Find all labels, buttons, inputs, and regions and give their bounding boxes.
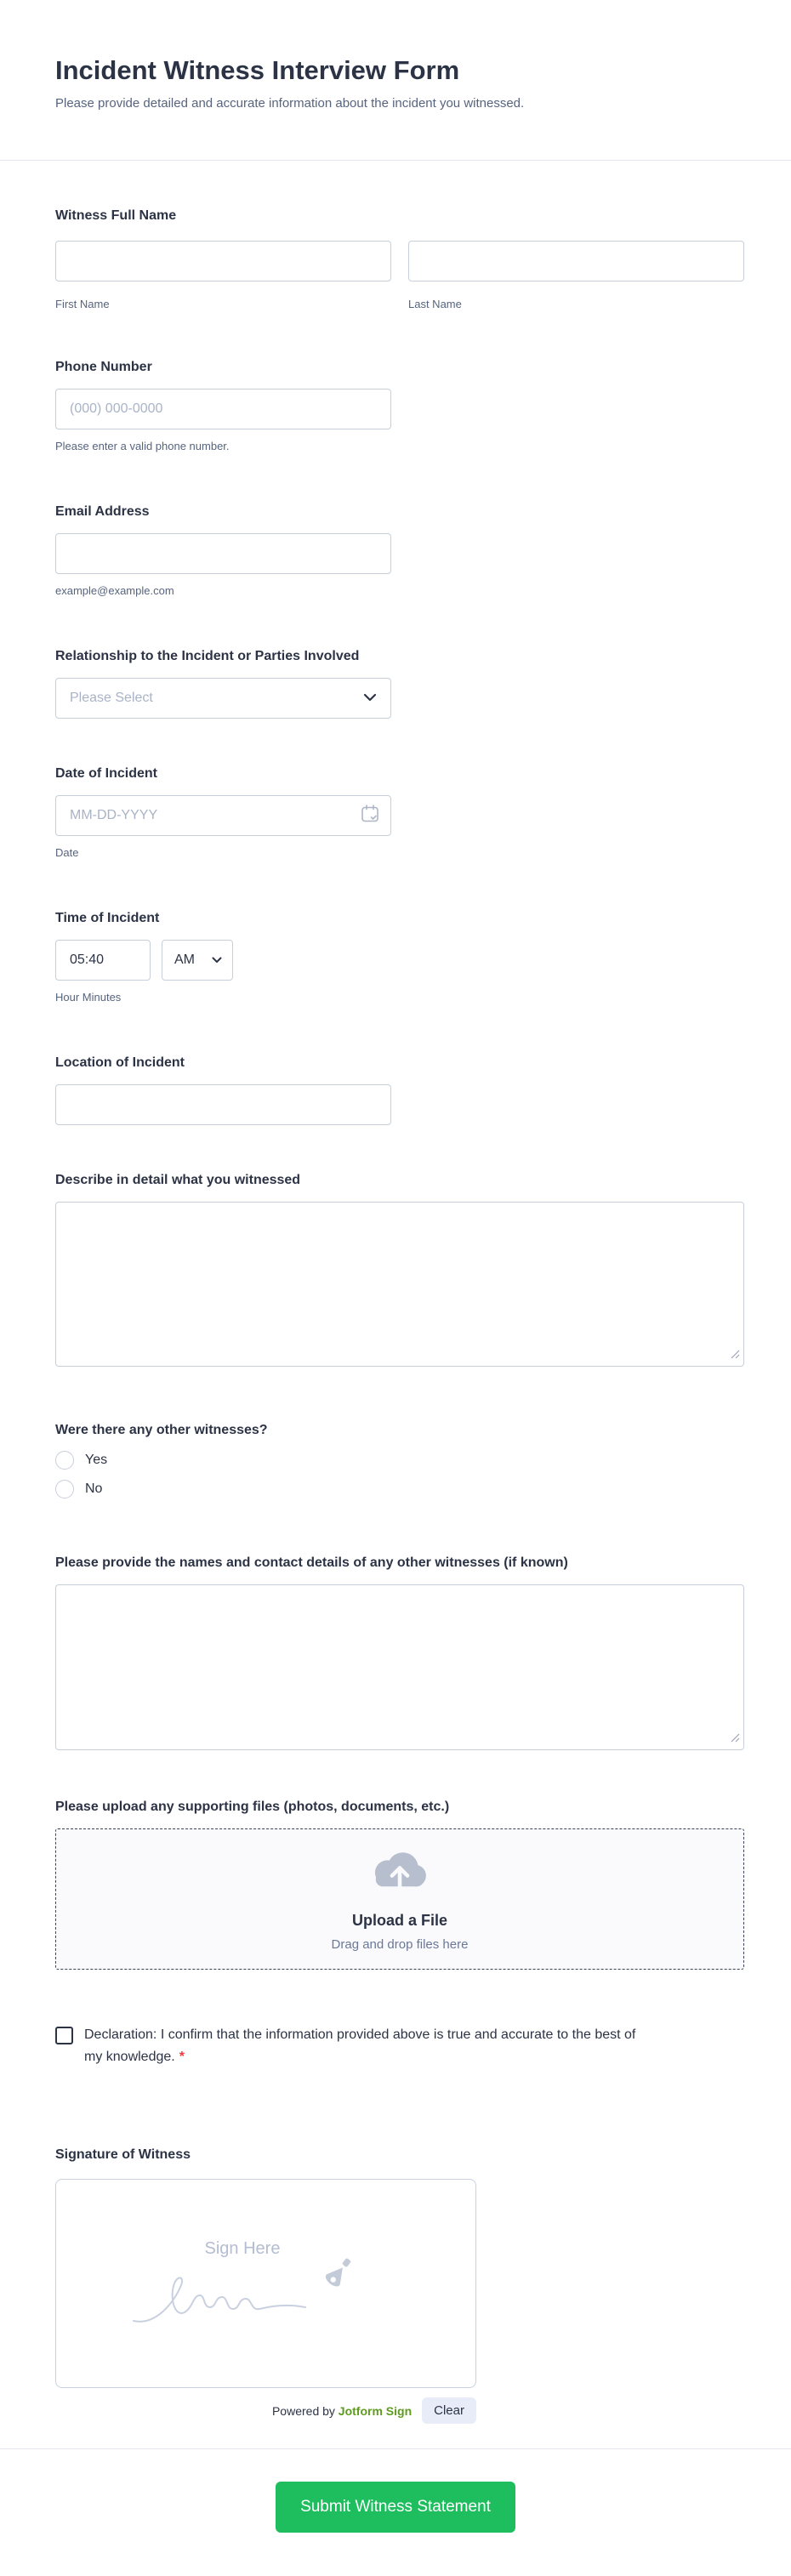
time-input[interactable] [55, 940, 151, 981]
question-date [55, 764, 744, 861]
describe-label: Describe in detail what you witnessed [55, 1173, 301, 1187]
question-signature [55, 2145, 744, 2424]
date-label: Date of Incident [55, 766, 158, 781]
first-name-input[interactable] [55, 241, 391, 281]
date-sublabel: Date [55, 846, 79, 859]
declaration-checkbox[interactable] [55, 2027, 73, 2044]
witness-name-label: Witness Full Name [55, 208, 177, 223]
witness-details-label: Please provide the names and contact details of any other witnesses (if known) [55, 1555, 568, 1570]
last-name-input[interactable] [408, 241, 744, 281]
radio-icon[interactable] [55, 1451, 74, 1470]
question-email [55, 502, 744, 599]
page-title: Incident Witness Interview Form [55, 55, 460, 85]
radio-option-no[interactable]: No [55, 1480, 744, 1498]
relationship-label: Relationship to the Incident or Parties Involved [55, 649, 360, 663]
form-header [0, 0, 791, 161]
relationship-selected-value: Please Select [70, 691, 153, 705]
first-name-sublabel: First Name [55, 298, 110, 310]
question-describe [55, 1170, 744, 1371]
email-label: Email Address [55, 504, 150, 519]
signature-pad[interactable] [55, 2179, 476, 2388]
radio-option-yes[interactable]: Yes [55, 1451, 744, 1470]
relationship-select[interactable] [55, 678, 391, 719]
submit-button[interactable]: Submit Witness Statement [276, 2482, 515, 2533]
location-input[interactable] [55, 1084, 391, 1125]
phone-input[interactable] [55, 389, 391, 429]
sign-here-placeholder: Sign Here [204, 2239, 281, 2258]
powered-by-text: Powered by Jotform Sign [271, 2403, 413, 2418]
question-time [55, 908, 744, 1005]
email-input[interactable] [55, 533, 391, 574]
phone-label: Phone Number [55, 360, 152, 374]
question-witness-details [55, 1553, 744, 1754]
required-asterisk: * [179, 2050, 185, 2064]
time-label: Time of Incident [55, 911, 160, 925]
question-other-witnesses [55, 1420, 744, 1498]
jotform-sign-brand: Jotform Sign [338, 2403, 413, 2418]
declaration-text: Declaration: I confirm that the information provided above is true and accurate to the best of my knowledge. * [84, 2027, 636, 2064]
ampm-select[interactable] [162, 940, 233, 981]
signature-footer [55, 2397, 476, 2424]
question-location [55, 1053, 744, 1125]
page-subtitle: Please provide detailed and accurate information about the incident you witnessed. [55, 96, 525, 111]
clear-signature-button[interactable]: Clear [422, 2397, 476, 2424]
calendar-icon[interactable] [360, 804, 380, 828]
question-upload [55, 1797, 744, 1970]
chevron-down-icon [212, 952, 222, 968]
last-name-sublabel: Last Name [408, 298, 462, 310]
file-dropzone[interactable] [55, 1828, 744, 1970]
upload-label: Please upload any supporting files (photos, documents, etc.) [55, 1800, 450, 1814]
radio-icon[interactable] [55, 1480, 74, 1498]
describe-textarea[interactable] [55, 1202, 744, 1367]
email-sublabel: example@example.com [55, 584, 174, 597]
question-declaration[interactable] [55, 2024, 651, 2068]
upload-cloud-icon [365, 1846, 435, 1902]
date-input[interactable] [55, 795, 391, 836]
submit-section [0, 2449, 791, 2576]
upload-title: Upload a File [351, 1912, 448, 1929]
phone-sublabel: Please enter a valid phone number. [55, 440, 230, 452]
upload-hint: Drag and drop files here [331, 1937, 469, 1952]
question-witness-name [55, 206, 744, 312]
chevron-down-icon [363, 691, 377, 706]
time-sublabel: Hour Minutes [55, 991, 122, 1004]
question-relationship [55, 646, 744, 719]
form-body [0, 206, 791, 2424]
pen-nib-icon [310, 2255, 358, 2306]
ampm-value: AM [174, 952, 195, 967]
other-witnesses-label: Were there any other witnesses? [55, 1423, 268, 1437]
location-label: Location of Incident [55, 1055, 185, 1070]
question-phone [55, 357, 744, 454]
signature-label: Signature of Witness [55, 2147, 191, 2162]
witness-details-textarea[interactable] [55, 1584, 744, 1750]
